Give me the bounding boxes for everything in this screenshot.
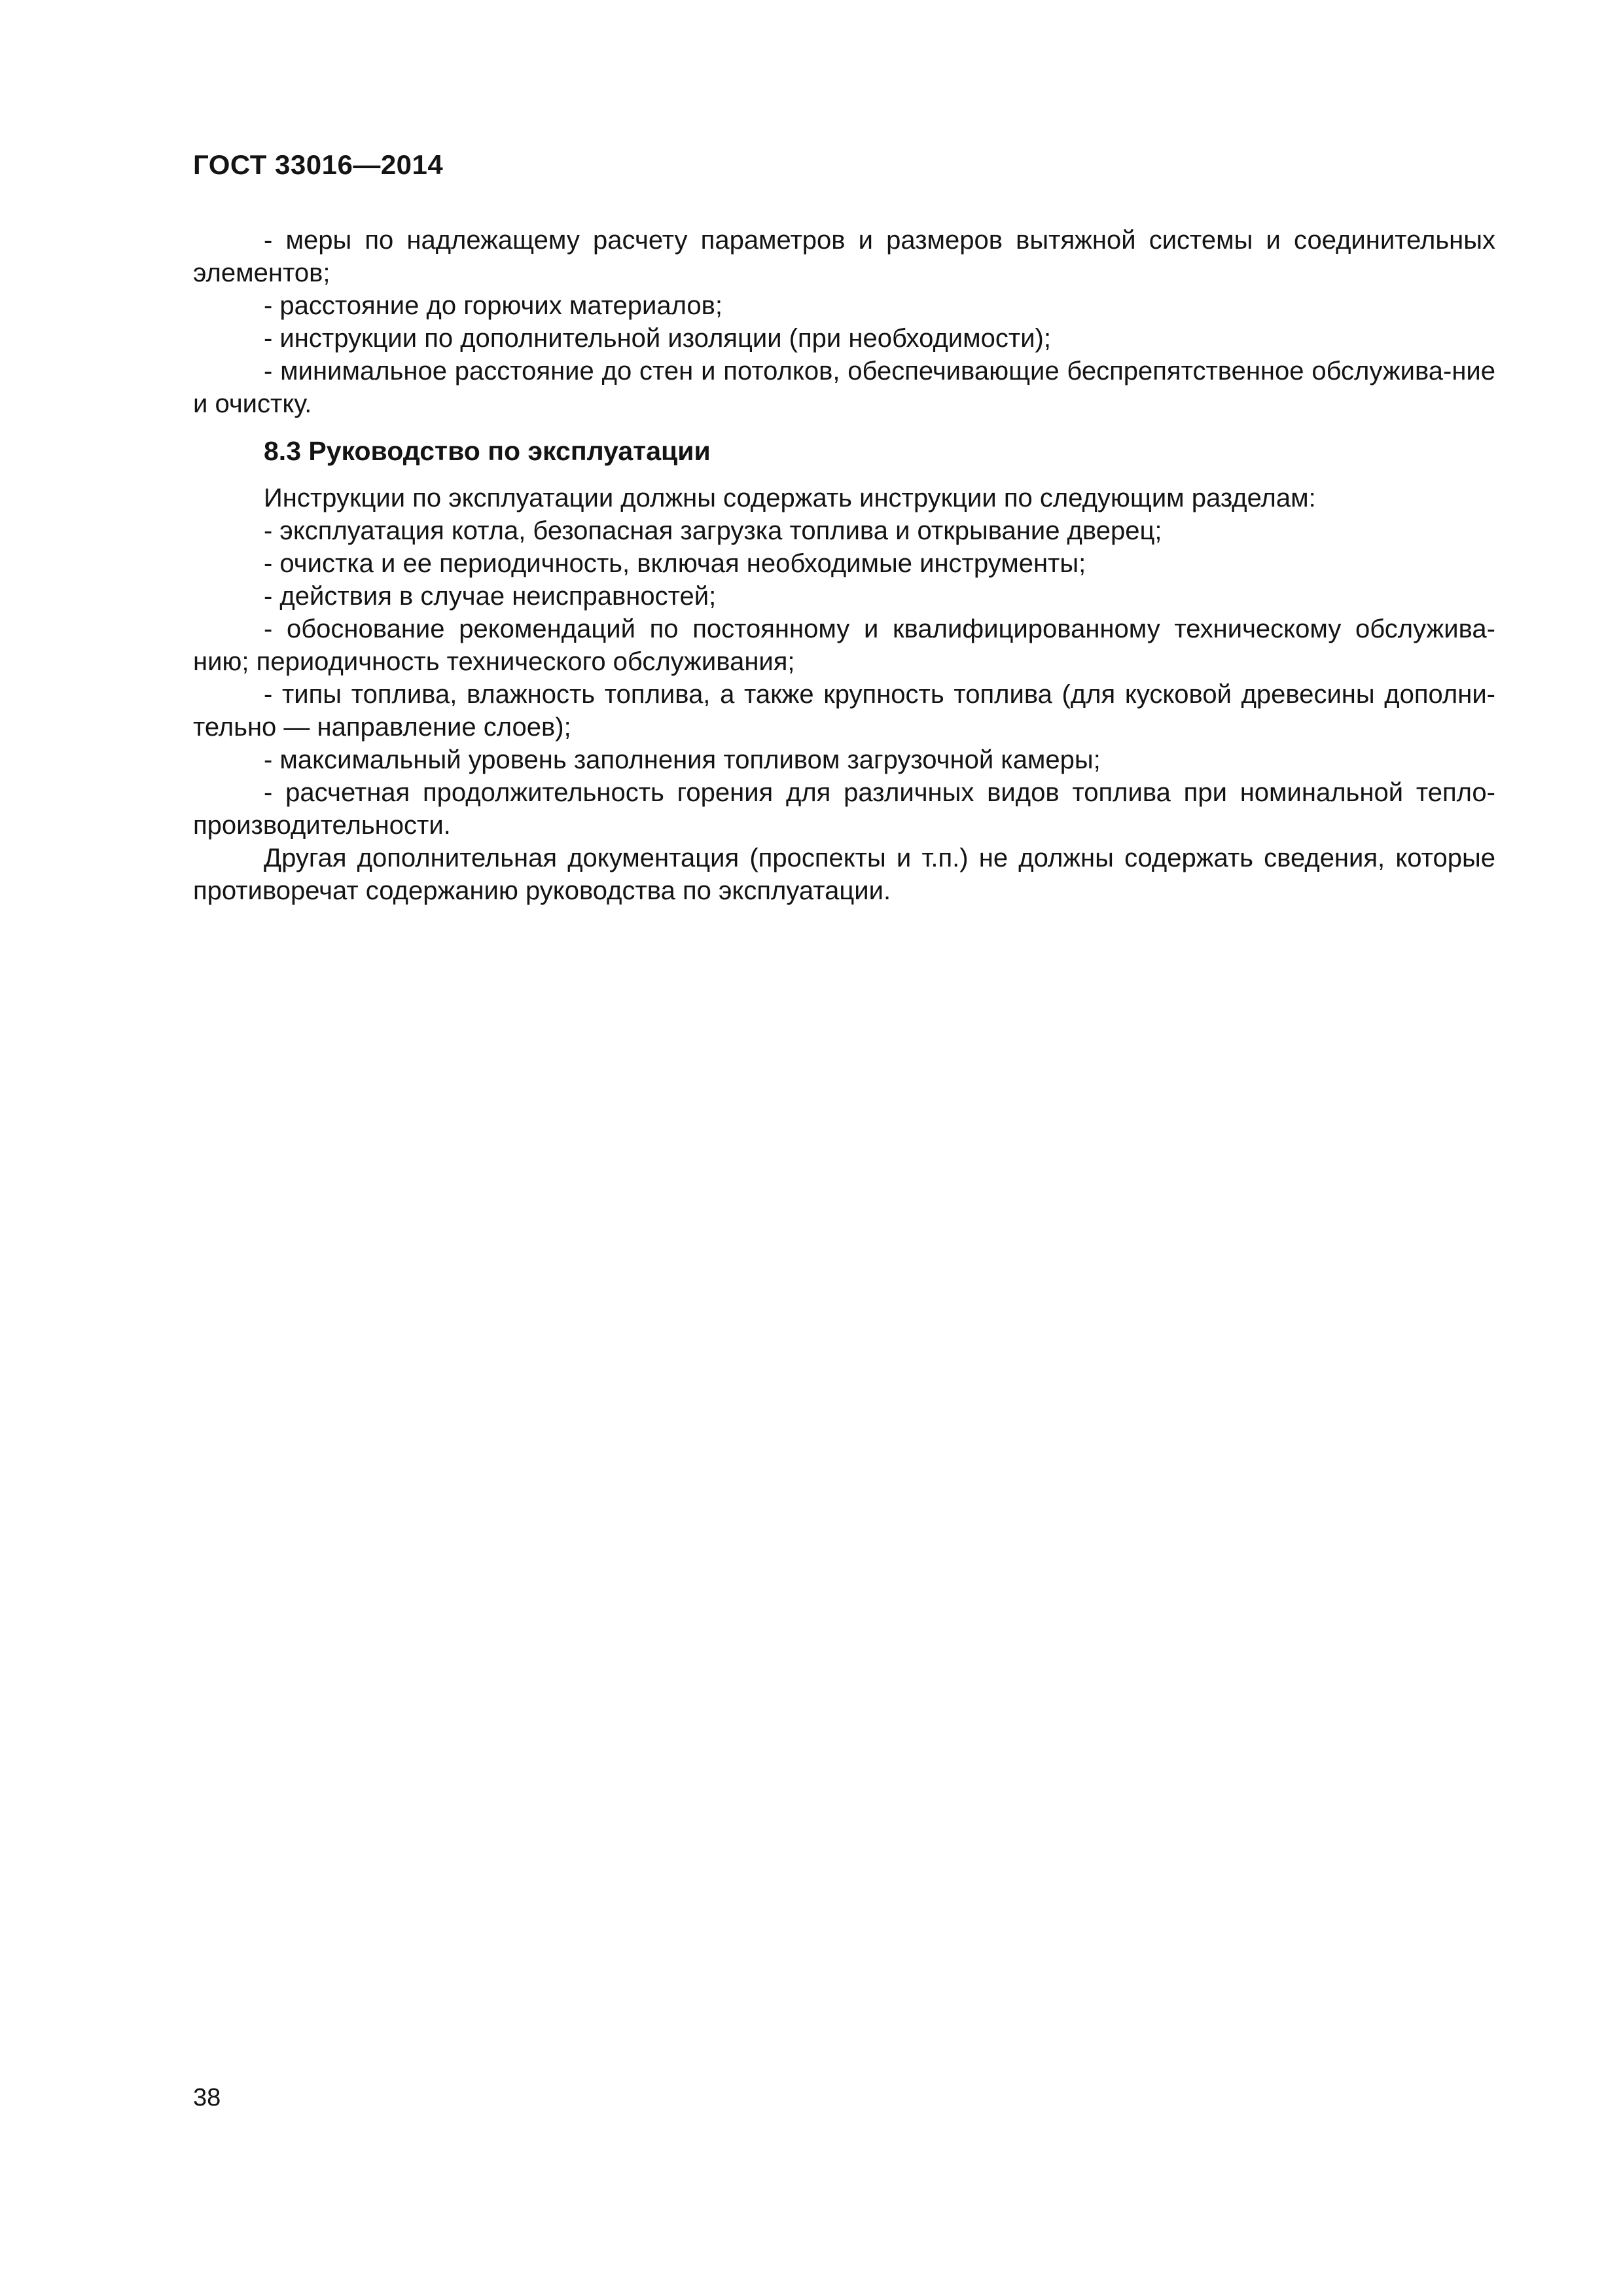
list-item: - минимальное расстояние до стен и потолков, обеспечивающие беспрепятственное обслужива-ние и очистку. bbox=[193, 357, 1495, 418]
list-item: - эксплуатация котла, безопасная загрузка топлива и открывание дверец; bbox=[264, 516, 1162, 545]
list-item: - очистка и ее периодичность, включая необходимые инструменты; bbox=[264, 549, 1086, 578]
list-item: - меры по надлежащему расчету параметров и размеров вытяжной системы и соединительных элементов; bbox=[193, 226, 1495, 287]
section-intro: Инструкции по эксплуатации должны содержать инструкции по следующим разделам: bbox=[264, 484, 1316, 512]
list-item: - типы топлива, влажность топлива, а также крупность топлива (для кусковой древесины дополни-тельно — направление слоев); bbox=[193, 680, 1495, 742]
section-title: 8.3 Руководство по эксплуатации bbox=[264, 436, 711, 466]
closing-paragraph: Другая дополнительная документация (проспекты и т.п.) не должны содержать сведения, которые противоречат содержанию руководства по эксплуатации. bbox=[193, 844, 1495, 905]
list-item: - расчетная продолжительность горения для различных видов топлива при номинальной тепло-производительности. bbox=[193, 778, 1495, 840]
list-item: - максимальный уровень заполнения топливом загрузочной камеры; bbox=[264, 745, 1101, 774]
list-item: - обоснование рекомендаций по постоянному и квалифицированному техническому обслужива-нию; периодичность технического обслуживания; bbox=[193, 615, 1495, 676]
list-item: - действия в случае неисправностей; bbox=[264, 582, 717, 611]
page-number: 38 bbox=[193, 2084, 221, 2111]
document-header: ГОСТ 33016—2014 bbox=[193, 149, 444, 180]
list-item: - расстояние до горючих материалов; bbox=[264, 291, 723, 320]
document-body bbox=[193, 224, 1495, 907]
list-item: - инструкции по дополнительной изоляции (при необходимости); bbox=[264, 324, 1051, 353]
